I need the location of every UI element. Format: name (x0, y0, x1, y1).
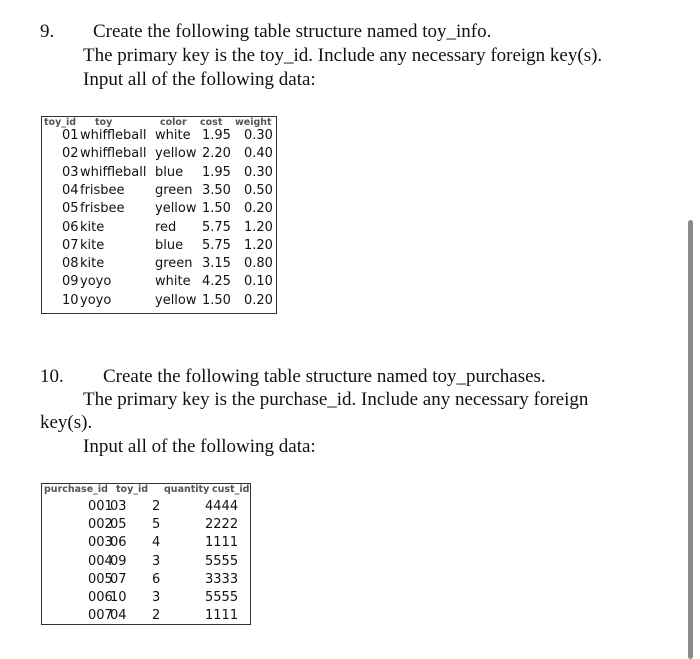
question-10-line-1: Create the following table structure named toy_purchases. (103, 366, 546, 387)
table-cell: 0.30 (244, 164, 273, 180)
table-cell: yoyo (80, 274, 112, 290)
table-cell: green (155, 182, 193, 198)
table-cell: 6 (152, 571, 161, 587)
table-cell: 0.40 (244, 146, 273, 162)
table-cell: 4 (152, 535, 161, 551)
header-toy-id: toy_id (44, 117, 77, 128)
table-cell: kite (80, 219, 105, 235)
table-cell: white (155, 128, 191, 143)
table-cell: 2222 (205, 517, 239, 533)
table-cell: blue (155, 237, 184, 253)
question-9-number: 9. (40, 21, 55, 42)
table-cell: kite (80, 237, 105, 253)
table-cell: blue (155, 164, 184, 180)
table-cell: 006 (88, 590, 113, 605)
table-cell: frisbee (80, 201, 125, 217)
table-cell: kite (80, 256, 105, 272)
table-cell: 09 (62, 274, 79, 290)
table-cell: 3 (152, 553, 161, 569)
table-cell: 05 (62, 201, 79, 217)
table-cell: green (155, 256, 193, 272)
table-cell: yoyo (80, 292, 112, 308)
table-cell: 03 (62, 164, 79, 180)
table-cell: 5555 (205, 553, 239, 569)
table-cell: 10 (110, 590, 127, 605)
table-cell: 4.25 (202, 274, 231, 290)
table-cell: yellow (155, 146, 197, 162)
header-cost: cost (200, 117, 223, 128)
table-cell: 0.10 (244, 274, 273, 290)
table-cell: 04 (62, 182, 79, 198)
table-cell: 08 (62, 256, 79, 272)
table-cell: 1.95 (202, 164, 231, 180)
table-cell: whiffleball (80, 164, 147, 180)
table-cell: 0.50 (244, 182, 273, 198)
header-purchase-id: purchase_id (44, 484, 108, 495)
table-cell: 003 (88, 535, 113, 551)
table-cell: 0.20 (244, 201, 273, 217)
table-cell: 3 (152, 590, 161, 605)
table-cell: 2.20 (202, 146, 231, 162)
table-cell: 5.75 (202, 237, 231, 253)
table-cell: 0.20 (244, 292, 273, 308)
table-cell: 0.80 (244, 256, 273, 272)
header-quantity: quantity (164, 484, 210, 495)
table-cell: 5 (152, 517, 161, 533)
table-cell: 10 (62, 292, 79, 308)
table-cell: 004 (88, 553, 113, 569)
table-cell: 1.20 (244, 237, 273, 253)
table-cell: 03 (110, 499, 127, 514)
table-cell: 1.95 (202, 128, 231, 143)
table-cell: 06 (62, 219, 79, 235)
table-cell: 2 (152, 608, 161, 624)
table-cell: 5.75 (202, 219, 231, 235)
question-10-line-4: Input all of the following data: (83, 436, 316, 457)
question-10-line-3: key(s). (40, 412, 93, 433)
table-cell: 01 (62, 128, 79, 143)
table-cell: yellow (155, 292, 197, 308)
table-cell: 0.30 (244, 128, 273, 143)
table-cell: 001 (88, 499, 113, 514)
question-10-number: 10. (40, 366, 64, 387)
table-cell: 07 (62, 237, 79, 253)
table-cell: 4444 (205, 499, 239, 514)
toy-purchases-table (41, 483, 251, 625)
table-cell: 5555 (205, 590, 239, 605)
question-9-line-2: The primary key is the toy_id. Include any necessary foreign key(s). (83, 45, 603, 66)
header-cust-id: cust_id (212, 484, 250, 495)
table-cell: 2 (152, 499, 161, 514)
table-cell: 09 (110, 553, 127, 569)
header-toy-id: toy_id (116, 484, 149, 495)
table-cell: 1.50 (202, 201, 231, 217)
table-cell: 02 (62, 146, 79, 162)
table-cell: 3.50 (202, 182, 231, 198)
toy-info-table (41, 116, 277, 314)
question-10-line-2: The primary key is the purchase_id. Include any necessary foreign (83, 389, 589, 410)
table-cell: 1.20 (244, 219, 273, 235)
table-cell: whiffleball (80, 146, 147, 162)
table-cell: 007 (88, 608, 113, 624)
table-cell: 1.50 (202, 292, 231, 308)
question-9-line-3: Input all of the following data: (83, 69, 316, 90)
header-toy: toy (95, 117, 113, 128)
table-cell: 002 (88, 517, 113, 533)
table-cell: 05 (110, 517, 127, 533)
table-cell: 04 (110, 608, 127, 624)
table-cell: white (155, 274, 191, 290)
question-9-line-1: Create the following table structure named toy_info. (93, 21, 492, 42)
table-cell: 3.15 (202, 256, 231, 272)
header-weight: weight (235, 117, 272, 128)
table-cell: yellow (155, 201, 197, 217)
header-color: color (160, 117, 187, 128)
table-cell: 06 (110, 535, 127, 551)
table-cell: 07 (110, 571, 127, 587)
table-cell: 005 (88, 571, 113, 587)
table-cell: red (155, 219, 177, 235)
table-cell: 1111 (205, 535, 239, 551)
table-cell: frisbee (80, 182, 125, 198)
table-cell: 3333 (205, 571, 239, 587)
vertical-scrollbar[interactable] (688, 220, 693, 659)
table-cell: 1111 (205, 608, 239, 624)
table-cell: whiffleball (80, 128, 147, 143)
